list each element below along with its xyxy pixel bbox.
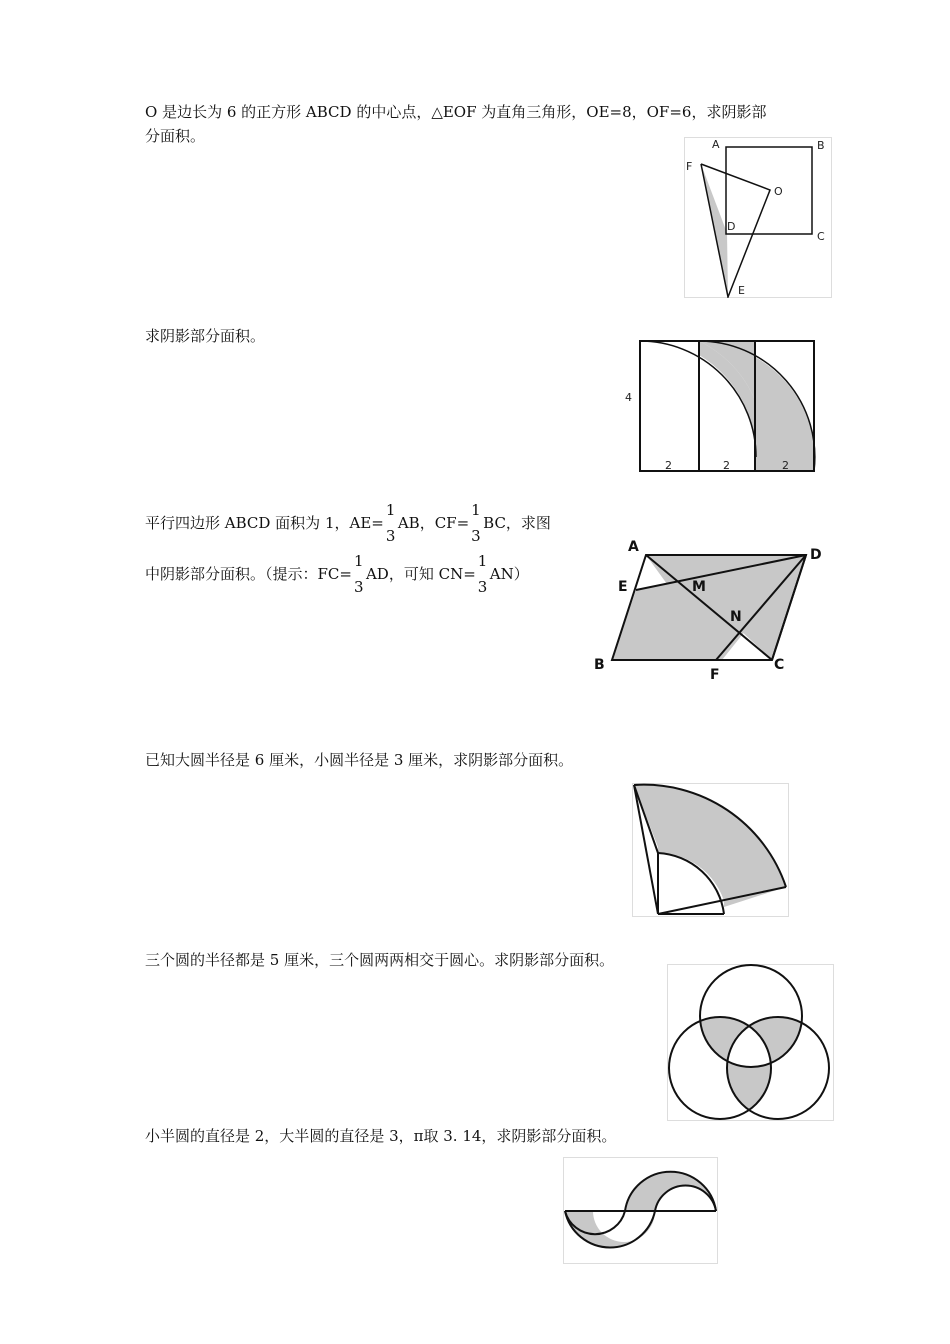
label-b: B (594, 657, 605, 673)
label-c: C (774, 657, 785, 673)
problem-4-text: 已知大圆半径是 6 厘米，小圆半径是 3 厘米，求阴影部分面积。 (145, 751, 574, 769)
problem-3-figure (592, 533, 828, 683)
label-a: A (712, 138, 720, 151)
label-o: O (774, 185, 783, 198)
problem-1-text-line1: O 是边长为 6 的正方形 ABCD 的中心点，△EOF 为直角三角形，OE=8，OF=6，求阴影部 (145, 103, 767, 121)
problem-6-figure (563, 1157, 718, 1264)
label-a: A (628, 539, 639, 555)
problem-5-figure (667, 964, 834, 1121)
label-m: M (692, 579, 706, 595)
width-label-3: 2 (782, 459, 789, 472)
problem-3-text-line1: 平行四边形 ABCD 面积为 1，AE= 1 3 AB，CF= 1 3 BC，求图 (145, 501, 551, 545)
problem-3-text-line2: 中阴影部分面积。（提示：FC= 1 3 AD，可知 CN= 1 3 AN） (145, 552, 529, 596)
problem-5-text: 三个圆的半径都是 5 厘米，三个圆两两相交于圆心。求阴影部分面积。 (145, 951, 615, 969)
label-c: C (817, 230, 825, 243)
label-d: D (810, 547, 822, 563)
label-d: D (727, 220, 736, 233)
label-n: N (730, 609, 742, 625)
parallelogram-diagram (592, 533, 828, 683)
label-e: E (618, 579, 628, 595)
problem-4-figure (632, 783, 789, 917)
fraction-one-third: 1 3 (471, 501, 481, 545)
quarter-arcs-diagram (624, 339, 816, 475)
fraction-one-third: 1 3 (353, 552, 364, 596)
label-f: F (686, 160, 693, 173)
fraction-one-third: 1 3 (477, 552, 488, 596)
problem-2-figure (624, 339, 816, 475)
label-b: B (817, 139, 825, 152)
label-f: F (710, 667, 720, 683)
fraction-one-third: 1 3 (385, 501, 396, 545)
problem-2-text: 求阴影部分面积。 (145, 327, 266, 345)
width-label-2: 2 (723, 459, 730, 472)
width-label-1: 2 (665, 459, 672, 472)
sector-diagram (632, 783, 789, 917)
problem-1-figure (684, 137, 832, 298)
label-e: E (738, 284, 745, 297)
square-triangle-diagram (684, 137, 832, 298)
triangle-eof (701, 164, 770, 297)
problem-1-text-line2: 分面积。 (145, 127, 206, 145)
height-label: 4 (625, 391, 632, 404)
semicircles-diagram (563, 1157, 718, 1264)
three-circles-diagram (667, 964, 834, 1121)
problem-6-text: 小半圆的直径是 2，大半圆的直径是 3，π取 3. 14，求阴影部分面积。 (145, 1127, 617, 1145)
